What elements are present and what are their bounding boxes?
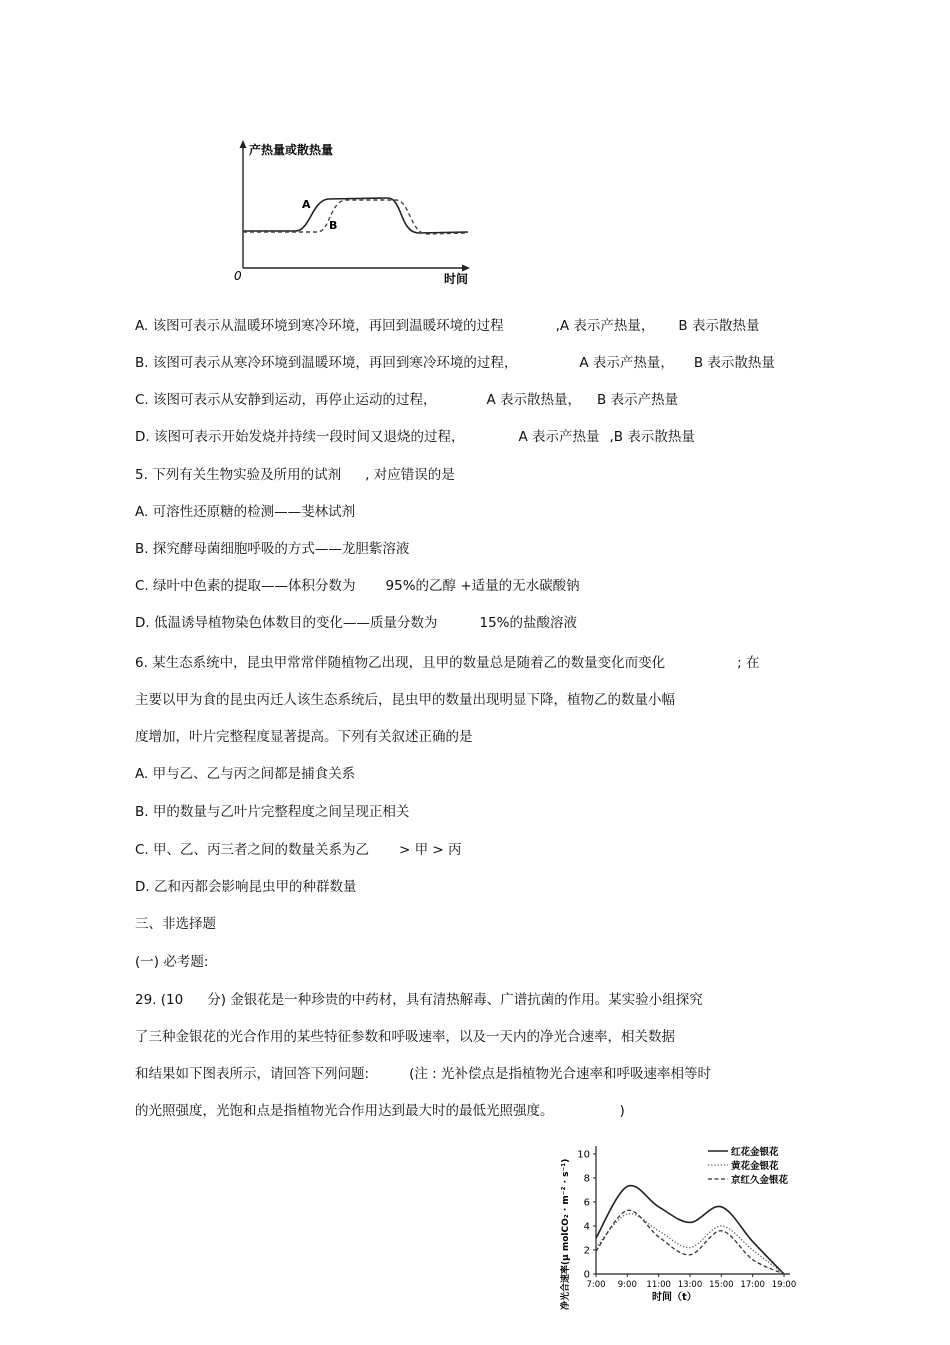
curve-a (243, 198, 468, 233)
q4-option-b-text: B. 该图可表示从寒冷环境到温暖环境，再回到寒冷环境的过程， (135, 355, 518, 371)
x-axis-label: 时间 (444, 272, 469, 286)
q5-stem-text: 5. 下列有关生物实验及所用的试剂 (135, 467, 342, 483)
legend-label-2: 黄花金银花 (731, 1161, 779, 1172)
y-tick-label: 10 (577, 1149, 590, 1161)
q4-option-d-part2: A 表示产热量 (518, 429, 600, 445)
q5-option-d-text: D. 低温诱导植物染色体数目的变化——质量分数为 (135, 615, 438, 631)
x-tick-label: 9:00 (617, 1280, 637, 1290)
q29-number: 29. (10 (135, 992, 184, 1008)
q4-option-b-part3: B 表示散热量 (693, 355, 775, 371)
q6-option-c (135, 838, 462, 858)
q6-stem-line1 (135, 651, 760, 671)
q4-option-c-part3: B 表示产热量 (597, 392, 679, 408)
q5-stem (135, 463, 455, 483)
series-line-1 (596, 1186, 784, 1274)
q5-option-d (135, 611, 577, 631)
q29-line4 (135, 1099, 625, 1119)
origin-label: 0 (234, 269, 242, 283)
q4-option-a-part3: B 表示散热量 (678, 318, 760, 334)
chart-x-ticks (586, 1274, 796, 1290)
q5-stem-tail: , 对应错误的是 (365, 467, 455, 483)
q6-option-c-tail: > 甲 > 丙 (399, 842, 462, 858)
y-tick-label: 0 (583, 1269, 590, 1281)
q4-option-c-part2: A 表示散热量， (486, 392, 582, 408)
q4-option-a (135, 314, 759, 334)
x-tick-label: 19:00 (771, 1280, 797, 1290)
q6-stem-line2: 主要以甲为食的昆虫丙迁人该生态系统后，昆虫甲的数量出现明显下降，植物乙的数量小幅 (135, 692, 675, 708)
y-tick-label: 4 (583, 1221, 590, 1233)
q5-option-d-tail: 15%的盐酸溶液 (479, 615, 577, 631)
x-tick-label: 17:00 (740, 1280, 765, 1290)
q29-line4-text: 的光照强度，光饱和点是指植物光合作用达到最大时的最低光照强度。 (135, 1103, 554, 1119)
chart-y-ticks (577, 1150, 596, 1281)
q4-option-b-part2: A 表示产热量， (579, 355, 674, 371)
q4-option-a-part2: ,A 表示产热量， (555, 318, 655, 334)
q29-note: (注 : 光补偿点是指植物光合速率和呼吸速率相等时 (409, 1066, 711, 1082)
x-tick-label: 11:00 (646, 1280, 671, 1290)
chart-series (596, 1186, 784, 1274)
series-line-3 (596, 1210, 784, 1274)
q29-line1-text: 分) 金银花是一种珍贵的中药材，具有清热解毒、广谱抗菌的作用。某实验小组探究 (207, 992, 703, 1008)
q29-line4-tail: ) (619, 1103, 625, 1119)
section-title: 三、非选择题 (135, 916, 216, 932)
q4-option-d-text: D. 该图可表示开始发烧并持续一段时间又退烧的过程， (135, 429, 465, 445)
q5-option-c-text: C. 绿叶中色素的提取——体积分数为 (135, 578, 356, 594)
chart-legend (708, 1146, 789, 1186)
q4-option-d-part3: ,B 表示散热量 (609, 429, 695, 445)
y-tick-label: 2 (583, 1245, 590, 1257)
chart-x-label: 时间（t） (652, 1292, 697, 1303)
q6-option-b: B. 甲的数量与乙叶片完整程度之间呈现正相关 (135, 804, 410, 820)
q6-stem-line1-text: 6. 某生态系统中，昆虫甲常常伴随植物乙出现，且甲的数量总是随着乙的数量变化而变化 (135, 655, 666, 671)
q6-option-d: D. 乙和丙都会影响昆虫甲的种群数量 (135, 879, 357, 895)
x-tick-label: 13:00 (677, 1280, 703, 1290)
curve-a-label: A (302, 198, 311, 211)
q5-option-c-tail: 95%的乙醇 +适量的无水碳酸钠 (385, 578, 580, 594)
x-tick-label: 7:00 (586, 1280, 606, 1290)
q6-stem-line3: 度增加，叶片完整程度显著提高。下列有关叙述正确的是 (135, 729, 473, 745)
heat-curve-figure (228, 135, 478, 290)
q4-option-b (135, 351, 775, 371)
q4-option-c-text: C. 该图可表示从安静到运动，再停止运动的过程， (135, 392, 437, 408)
curve-b-label: B (329, 219, 338, 232)
y-tick-label: 6 (583, 1197, 590, 1209)
q29-line1 (135, 988, 703, 1008)
section-subtitle: (一) 必考题: (135, 954, 209, 970)
q29-line2: 了三种金银花的光合作用的某些特征参数和呼吸速率，以及一天内的净光合速率，相关数据 (135, 1029, 675, 1045)
curve-b (243, 200, 468, 234)
x-axis-arrow (462, 265, 470, 272)
q6-stem-line1-tail: ; 在 (737, 655, 760, 671)
q4-option-c (135, 388, 678, 408)
q5-option-c (135, 574, 580, 594)
x-tick-label: 15:00 (709, 1280, 734, 1290)
q6-option-a: A. 甲与乙、乙与丙之间都是捕食关系 (135, 766, 356, 782)
q5-option-b: B. 探究酵母菌细胞呼吸的方式——龙胆紫溶液 (135, 541, 410, 557)
y-tick-label: 8 (583, 1173, 590, 1185)
q4-option-d (135, 425, 695, 445)
q5-option-a: A. 可溶性还原糖的检测——斐林试剂 (135, 504, 356, 520)
y-axis-arrow (240, 140, 247, 148)
legend-label-1: 红花金银花 (731, 1147, 779, 1158)
q6-option-c-text: C. 甲、乙、丙三者之间的数量关系为乙 (135, 842, 370, 858)
chart-y-label: 净光合速率(μ molCO₂ · m⁻² · s⁻¹) (561, 1158, 571, 1310)
legend-label-3: 京红久金银花 (731, 1175, 789, 1186)
y-axis-label: 产热量或散热量 (249, 143, 334, 157)
q29-line3-text: 和结果如下图表所示，请回答下列问题: (135, 1066, 370, 1082)
photosynthesis-chart (548, 1138, 810, 1318)
q4-option-a-text: A. 该图可表示从温暖环境到寒冷环境，再回到温暖环境的过程 (135, 318, 504, 334)
q29-line3 (135, 1062, 711, 1082)
